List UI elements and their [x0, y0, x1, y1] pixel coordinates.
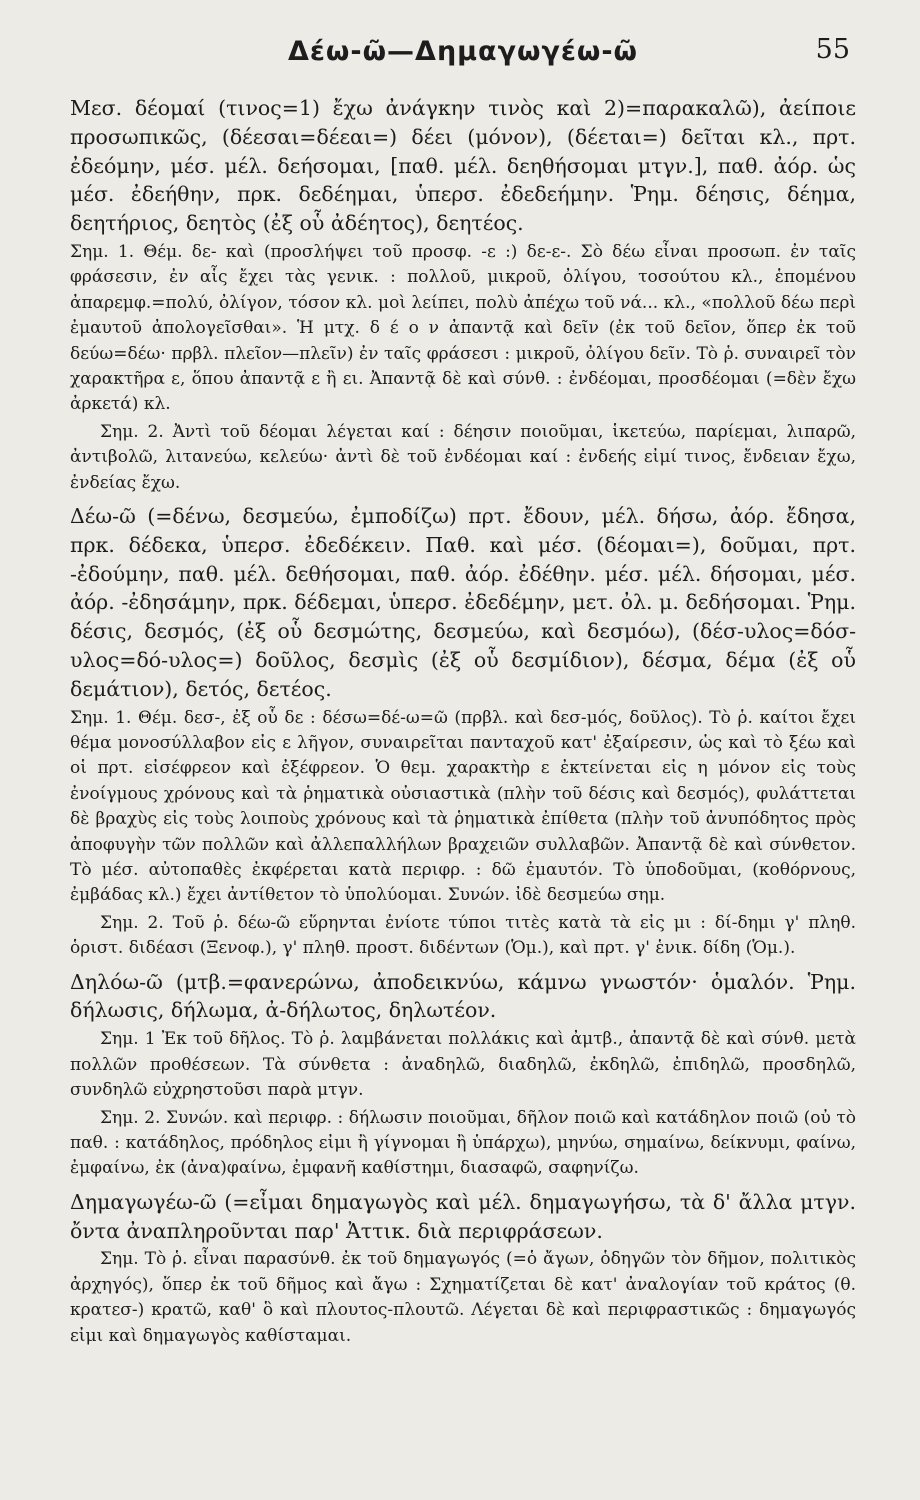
entry-text: Δέω-ῶ (=δένω, δεσμεύω, ἐμποδίζω) πρτ. ἔδουν, μέλ. δήσω, ἀόρ. ἔδησα, πρκ. δέδεκα, ὑπερσ. ἐδεδέκειν. Παθ. καὶ μέσ. (δέομαι=), δοῦμαι, πρτ. -ἐδούμην, παθ. μέλ. δεθήσομαι, παθ. ἀόρ. ἐδέθην. μέσ. μέλ. δήσομαι, μέσ. ἀόρ. -ἐδησάμην, πρκ. δέδεμαι, ὑπερσ. ἐδεδέμην, μετ. ὀλ. μ. δεδήσομαι. Ῥημ. δέσις, δεσμός, (ἐξ οὗ δεσμώτης, δεσμεύω, καὶ δεσμόω), (δέσ-υλος=δόσ-υλος=δό-υλος=) δοῦλος, δεσμὶς (ἐξ οὗ δεσμίδιον), δέσμα, δέμα (ἐξ οὗ δεμάτιον), δετός, δετέος. — [70, 504, 856, 701]
page-number: 55 — [815, 34, 850, 65]
entry-deo — [70, 502, 856, 962]
entry-note: Σημ. 1. Θέμ. δεσ-, ἐξ οὗ δε : δέσω=δέ-ω=ῶ (πρβλ. καὶ δεσ-μός, δοῦλος). Τὸ ῥ. καίτοι ἔχει θέμα μονοσύλλαβον εἰς ε λῆγον, συναιρεῖται πανταχοῦ κατ' ἐξαίρεσιν, ὡς καὶ τὸ ξέω καὶ οἱ πρτ. εἰσέφρεον καὶ ἐξέφρεον. Ὁ θεμ. χαρακτὴρ ε ἐκτείνεται εἰς η μόνον εἰς τοὺς ἐνοίγμους χρόνους καὶ τὰ ῥηματικὰ οὐσιαστικὰ (πλὴν τοῦ δέσις καὶ δεσμός), φυλάττεται δὲ βραχὺς εἰς τοὺς λοιποὺς χρόνους καὶ τὰ ῥηματικὰ ἐπίθετα (πλὴν τοῦ ἀνυπόδητος πρὸς ἀποφυγὴν τῶν πολλῶν καὶ ἀλλεπαλλήλων βραχειῶν συλλαβῶν. Ἀπαντᾷ δὲ καὶ σύνθετον. Τὸ μέσ. αὐτοπαθὲς ἐκφέρεται κατὰ περιφρ. : δῶ ἐμαυτόν. Τὸ ὑποδοῦμαι, (κοθόρνους, ἐμβάδας κλ.) ἔχει ἀντίθετον τὸ ὑπολύομαι. Συνών. ἰδὲ δεσμεύω σημ. — [70, 707, 856, 906]
entry-deloo — [70, 968, 856, 1182]
entry-text: Μεσ. δέομαί (τινος=1) ἔχω ἀνάγκην τινὸς καὶ 2)=παρακαλῶ), ἀείποιε προσωπικῶς, (δέεσαι=δέεαι=) δέει (μόνον), (δέεται=) δεῖται κλ., πρτ. ἐδεόμην, μέσ. μέλ. δεήσομαι, [παθ. μέλ. δεηθήσομαι μτγν.], παθ. ἀόρ. ὡς μέσ. ἐδεήθην, πρκ. δεδέημαι, ὑπερσ. ἐδεδεήμην. Ῥημ. δέησις, δέημα, δεητήριος, δεητὸς (ἐξ οὗ ἀδέητος), δεητέος. — [70, 96, 856, 236]
entry-note: Σημ. 2. Συνών. καὶ περιφρ. : δήλωσιν ποιοῦμαι, δῆλον ποιῶ καὶ κατάδηλον ποιῶ (οὐ τὸ παθ. : κατάδηλος, πρόδηλος εἰμι ἢ γίγνομαι ἢ ὑπάρχω), μηνύω, σημαίνω, δείκνυμι, φαίνω, ἐμφαίνω, ἐκ (ἀνα)φαίνω, ἐμφανῆ καθίστημι, διασαφῶ, σαφηνίζω. — [70, 1107, 856, 1179]
page-content — [70, 94, 856, 1349]
entry-note: Σημ. 1 Ἐκ τοῦ δῆλος. Τὸ ῥ. λαμβάνεται πολλάκις καὶ ἀμτβ., ἀπαντᾷ δὲ καὶ σύνθ. μετὰ πολλῶν προθέσεων. Τὰ σύνθετα : ἀναδηλῶ, διαδηλῶ, ἐκδηλῶ, ἐπιδηλῶ, προσδηλῶ, συνδηλῶ εὐχρηστοῦσι παρὰ μτγν. — [70, 1029, 856, 1101]
running-header — [70, 30, 856, 88]
entry-text: Δηλόω-ῶ (μτβ.=φανερώνω, ἀποδεικνύω, κάμνω γνωστόν· ὁμαλόν. Ῥημ. δήλωσις, δήλωμα, ἀ-δήλωτος, δηλωτέον. — [70, 969, 856, 1023]
entry-note: Σημ. 2. Ἀντὶ τοῦ δέομαι λέγεται καί : δέησιν ποιοῦμαι, ἱκετεύω, παρίεμαι, λιπαρῶ, ἀντιβολῶ, λιτανεύω, κελεύω· ἀντὶ δὲ τοῦ ἐνδέομαι καί : ἐνδεής εἰμί τινος, ἔνδειαν ἔχω, ἐνδείας ἔχω. — [70, 421, 856, 493]
entry-text: Δημαγωγέω-ῶ (=εἶμαι δημαγωγὸς καὶ μέλ. δημαγωγήσω, τὰ δ' ἄλλα μτγν. ὄντα ἀναπληροῦνται παρ' Ἀττικ. διὰ περιφράσεων. — [70, 1189, 856, 1243]
running-title: Δέω-ῶ—Δημαγωγέω-ῶ — [287, 36, 639, 67]
entry-note: Σημ. 2. Τοῦ ῥ. δέω-ῶ εὕρηνται ἐνίοτε τύποι τιτὲς κατὰ τὰ εἰς μι : δί-δημι γ' πληθ. ὁριστ. διδέασι (Ξενοφ.), γ' πληθ. προστ. διδέντων (Ὁμ.), καὶ πρτ. γ' ἑνικ. δίδη (Ὁμ.). — [70, 912, 856, 959]
entry-demagogeo — [70, 1188, 856, 1349]
entry-note: Σημ. 1. Θέμ. δε- καὶ (προσλήψει τοῦ προσφ. -ε :) δε-ε-. Σὸ δέω εἶναι προσωπ. ἐν ταῖς φράσεσιν, ἐν αἷς ἔχει τὰς γενικ. : πολλοῦ, μικροῦ, ὀλίγου, τοσούτου κλ., ἑπομένου ἀπαρεμφ.=πολύ, ὀλίγον, τόσον κλ. μοὶ λείπει, πολὺ ἀπέχω τοῦ νά... κλ., «πολλοῦ δέω περὶ ἐμαυτοῦ ἀπολογεῖσθαι». Ἡ μτχ. δ έ ο ν ἀπαντᾷ καὶ δεῖν (ἐκ τοῦ δεῖον, ὅπερ ἐκ τοῦ δεύω=δέω· πρβλ. πλεῖον—πλεῖν) ἐν ταῖς φράσεσι : μικροῦ, ὀλίγου δεῖν. Τὸ ῥ. συναιρεῖ τὸν χαρακτῆρα ε, ὅπου ἀπαντᾷ ε ἢ ει. Ἀπαντᾷ δὲ καὶ σύνθ. : ἐνδέομαι, προσδέομαι (=δὲν ἔχω ἀρκετά) κλ. — [70, 241, 856, 415]
entry-note: Σημ. Τὸ ῥ. εἶναι παρασύνθ. ἐκ τοῦ δημαγωγός (=ὁ ἄγων, ὁδηγῶν τὸν δῆμον, πολιτικὸς ἀρχηγός), ὅπερ ἐκ τοῦ δῆμος καὶ ἄγω : Σχηματίζεται δὲ κατ' ἀναλογίαν τοῦ κράτος (θ. κρατεσ-) κρατῶ, καθ' ὃ καὶ πλουτος-πλουτῶ. Λέγεται δὲ καὶ περιφραστικῶς : δημαγωγός εἰμι καὶ δημαγωγὸς καθίσταμαι. — [70, 1249, 856, 1346]
entry-deomai — [70, 94, 856, 496]
